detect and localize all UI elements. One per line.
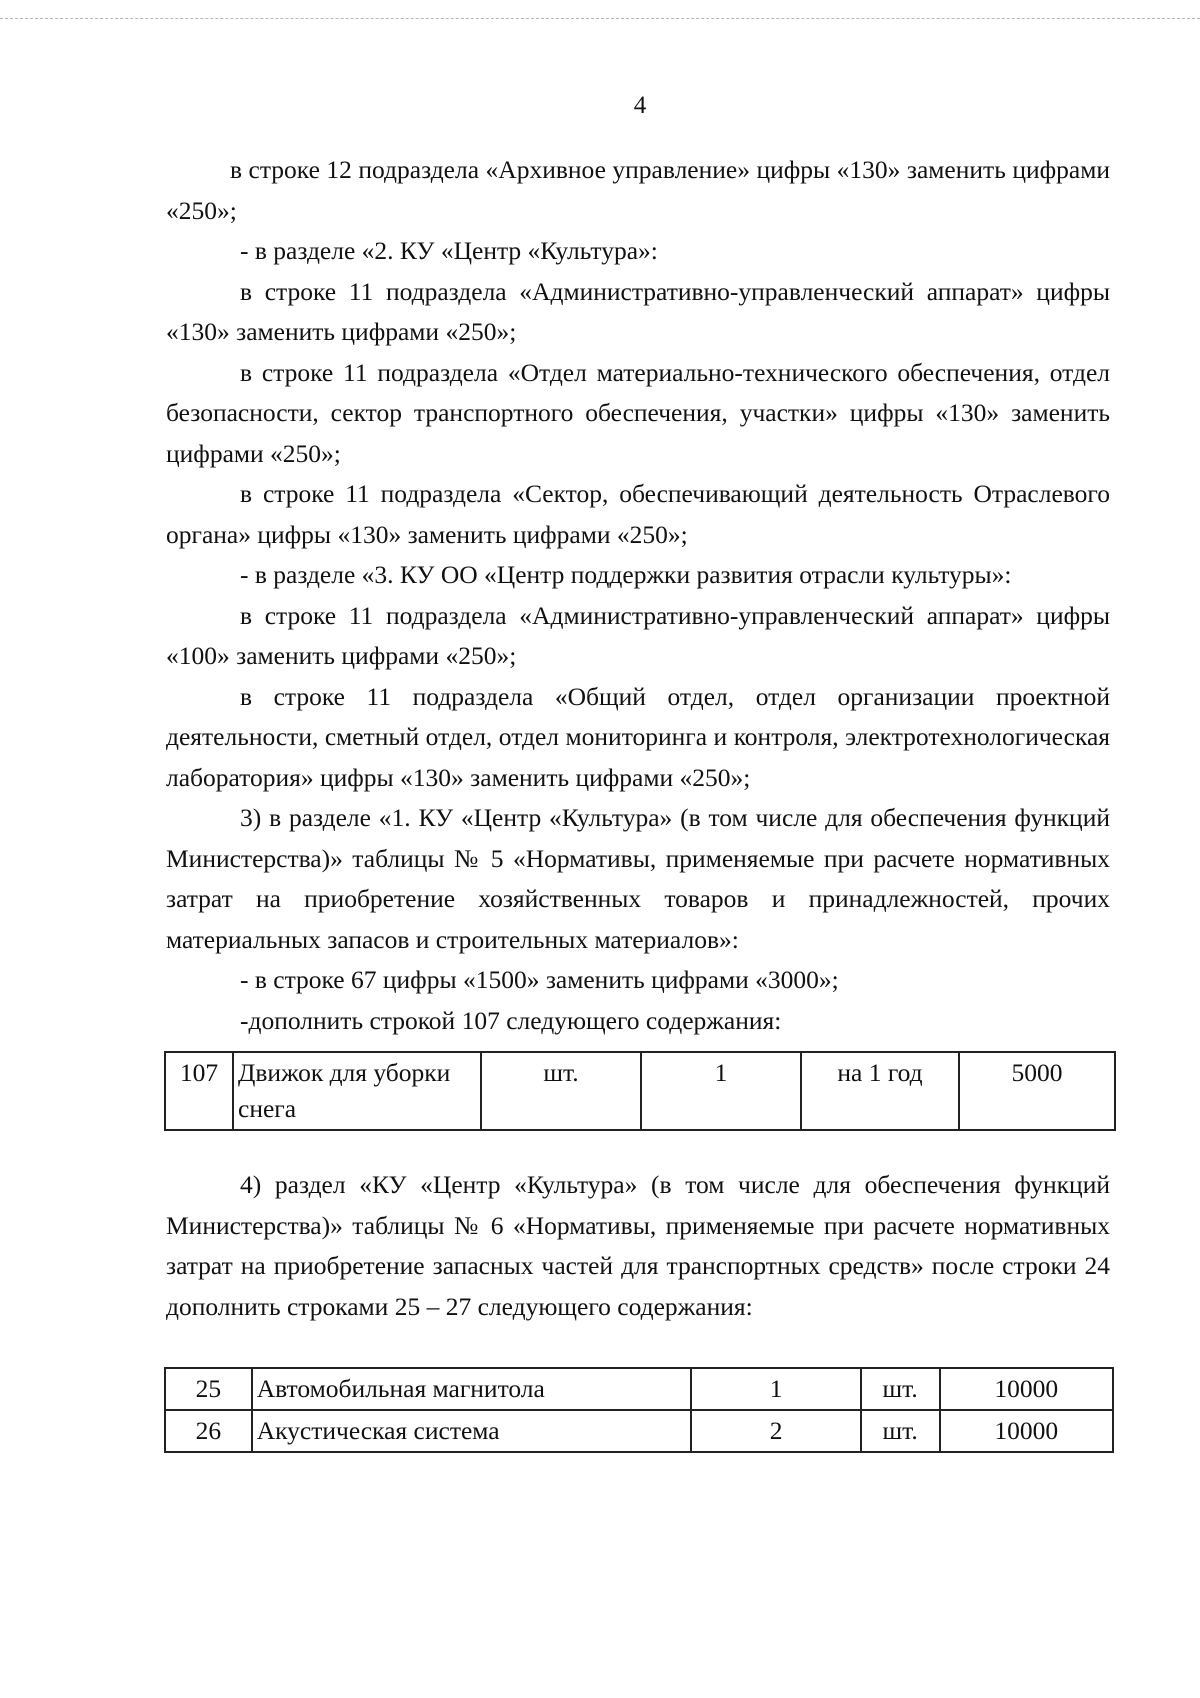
paragraph-mto-department: в строке 11 подраздела «Отдел материально-технического обеспечения, отдел безопасности, сектор транспортного обеспечения, участки» цифры «130» заменить цифрами «250»; xyxy=(166,357,1110,468)
page-number: 4 xyxy=(633,92,647,119)
table-cell-number: 26 xyxy=(165,1410,252,1452)
table-cell-unit: шт. xyxy=(481,1052,641,1130)
table-cell-name: Автомобильная магнитола xyxy=(252,1368,692,1410)
table-cell-number: 25 xyxy=(165,1368,252,1410)
table-cell-price: 10000 xyxy=(940,1368,1114,1410)
paragraph-general-department: в строке 11 подраздела «Общий отдел, отдел организации проектной деятельности, сметный отдел, отдел мониторинга и контроля, электротехнологическая лаборатория» цифры «130» заменить цифрами «250»; xyxy=(166,681,1110,792)
table-cell-quantity: 1 xyxy=(641,1052,801,1130)
paragraph-item-3: 3) в разделе «1. КУ «Центр «Культура» (в том числе для обеспечения функций Министерства)» таблицы № 5 «Нормативы, применяемые при расчете нормативных затрат на приобретение хозяйственных товаров и принадлежностей, прочих материальных запасов и строительных материалов»: xyxy=(166,803,1110,954)
paragraph-section-3: - в разделе «3. КУ ОО «Центр поддержки развития отрасли культуры»: xyxy=(240,560,1012,589)
document-body xyxy=(166,150,1110,1453)
paragraph-row-67: - в строке 67 цифры «1500» заменить цифрами «3000»; xyxy=(240,965,839,994)
table-cell-name: Движок для уборки снега xyxy=(233,1052,481,1130)
table-row xyxy=(165,1368,1113,1410)
paragraph-sector: в строке 11 подраздела «Сектор, обеспечивающий деятельность Отраслевого органа» цифры «130» заменить цифрами «250»; xyxy=(166,479,1110,549)
table-cell-name: Акустическая система xyxy=(252,1410,692,1452)
paragraph-archive: в строке 12 подраздела «Архивное управление» цифры «130» заменить цифрами «250»; xyxy=(166,155,1110,225)
table-cell-number: 107 xyxy=(165,1052,233,1130)
paragraph-section-2: - в разделе «2. КУ «Центр «Культура»: xyxy=(240,236,658,265)
paragraph-item-4: 4) раздел «КУ «Центр «Культура» (в том числе для обеспечения функций Министерства)» таблицы № 6 «Нормативы, применяемые при расчете нормативных затрат на приобретение запасных частей для транспортных средств» после строки 24 дополнить строками 25 – 27 следующего содержания: xyxy=(166,1170,1110,1321)
scan-edge-line xyxy=(0,18,1200,19)
table-rows-25-27 xyxy=(164,1367,1114,1453)
table-row xyxy=(165,1052,1115,1130)
paragraph-add-row-107: -дополнить строкой 107 следующего содержания: xyxy=(240,1005,782,1035)
table-row xyxy=(165,1410,1113,1452)
paragraph-admin-apparatus-2: в строке 11 подраздела «Административно-управленческий аппарат» цифры «100» заменить цифрами «250»; xyxy=(166,600,1110,670)
table-cell-period: на 1 год xyxy=(801,1052,959,1130)
table-cell-quantity: 1 xyxy=(691,1368,860,1410)
table-row-107 xyxy=(164,1051,1116,1131)
table-cell-price: 10000 xyxy=(940,1410,1114,1452)
table-cell-price: 5000 xyxy=(959,1052,1115,1130)
table-cell-unit: шт. xyxy=(861,1368,940,1410)
table-cell-quantity: 2 xyxy=(691,1410,860,1452)
paragraph-admin-apparatus-1: в строке 11 подраздела «Административно-управленческий аппарат» цифры «130» заменить цифрами «250»; xyxy=(166,276,1110,346)
table-cell-unit: шт. xyxy=(861,1410,940,1452)
